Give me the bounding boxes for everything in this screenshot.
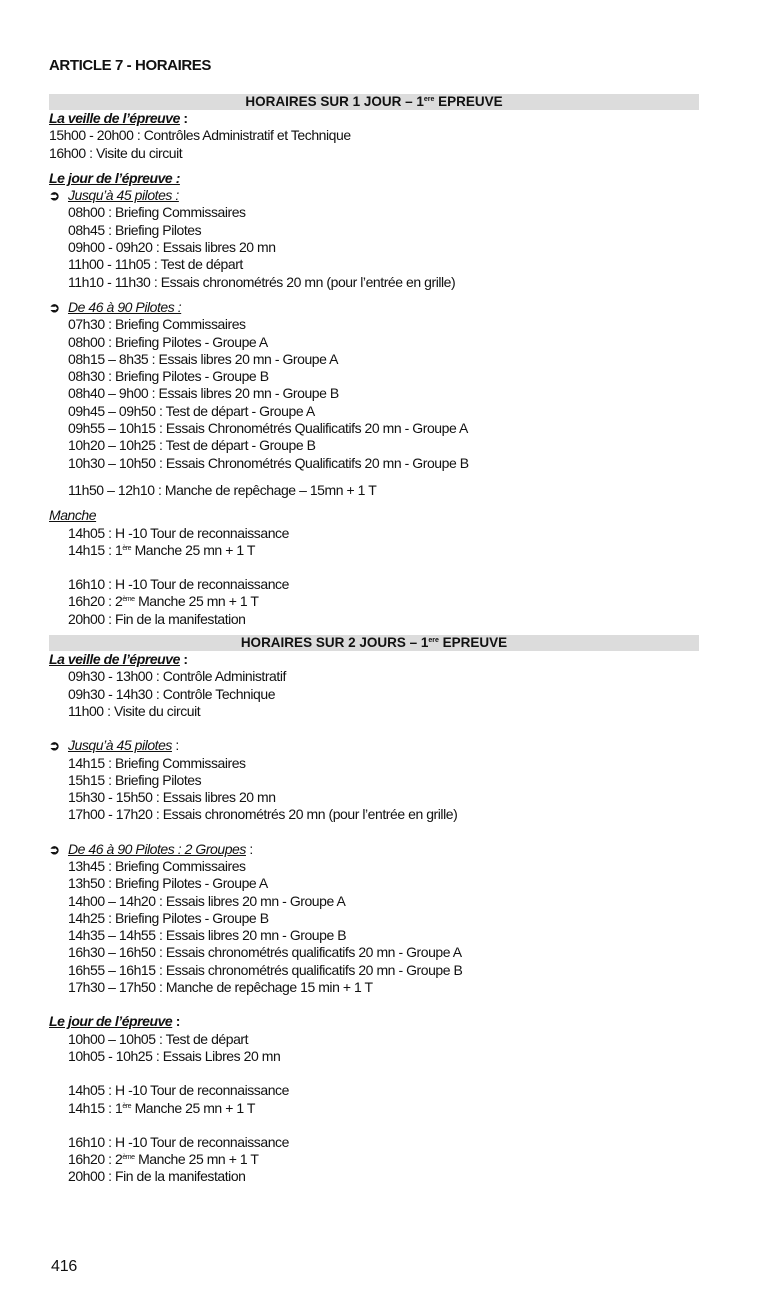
schedule-line: 10h05 - 10h25 : Essais Libres 20 mn xyxy=(68,1047,281,1064)
group-heading: ➲ De 46 à 90 Pilotes : 2 Groupes : xyxy=(49,840,253,857)
schedule-line: 08h40 – 9h00 : Essais libres 20 mn - Groupe B xyxy=(68,385,339,402)
schedule-line: 09h30 - 13h00 : Contrôle Administratif xyxy=(68,668,286,685)
schedule-line: 16h20 : 2ème Manche 25 mn + 1 T xyxy=(68,593,259,610)
schedule-line: 10h00 – 10h05 : Test de départ xyxy=(68,1030,249,1047)
schedule-line: 07h30 : Briefing Commissaires xyxy=(68,316,246,333)
schedule-line: 16h10 : H -10 Tour de reconnaissance xyxy=(68,1133,289,1150)
schedule-line: 09h30 - 14h30 : Contrôle Technique xyxy=(68,685,276,702)
schedule-line: 11h50 – 12h10 : Manche de repêchage – 15mn + 1 T xyxy=(68,481,377,498)
right-arrow-icon: ➲ xyxy=(49,738,60,754)
schedule-line: 13h50 : Briefing Pilotes - Groupe A xyxy=(68,875,268,892)
schedule-line: 16h30 – 16h50 : Essais chronométrés qualificatifs 20 mn - Groupe A xyxy=(68,944,462,961)
schedule-line: 16h55 – 16h15 : Essais chronométrés qualificatifs 20 mn - Groupe B xyxy=(68,961,463,978)
schedule-line: 20h00 : Fin de la manifestation xyxy=(68,1168,246,1185)
schedule-line: 17h00 - 17h20 : Essais chronométrés 20 mn (pour l’entrée en grille) xyxy=(68,806,458,823)
schedule-line: 08h00 : Briefing Pilotes - Groupe A xyxy=(68,333,268,350)
schedule-line: 16h10 : H -10 Tour de reconnaissance xyxy=(68,576,289,593)
veille-heading: La veille de l’épreuve : xyxy=(49,651,188,668)
schedule-line: 08h30 : Briefing Pilotes - Groupe B xyxy=(68,368,269,385)
schedule-line: 13h45 : Briefing Commissaires xyxy=(68,857,246,874)
jour-heading: Le jour de l’épreuve : xyxy=(49,169,180,186)
schedule-line: 16h20 : 2ème Manche 25 mn + 1 T xyxy=(68,1151,259,1168)
schedule-line: 15h30 - 15h50 : Essais libres 20 mn xyxy=(68,789,276,806)
schedule-line: 11h00 - 11h05 : Test de départ xyxy=(68,256,243,273)
manche-heading: Manche xyxy=(49,507,97,524)
group-heading: ➲ De 46 à 90 Pilotes : xyxy=(49,298,182,315)
schedule-line: 08h00 : Briefing Commissaires xyxy=(68,204,246,221)
veille-heading: La veille de l’épreuve : xyxy=(49,110,188,126)
schedule-line: 10h30 – 10h50 : Essais Chronométrés Qualificatifs 20 mn - Groupe B xyxy=(68,454,469,471)
group-heading: ➲ Jusqu’à 45 pilotes : xyxy=(49,187,179,204)
schedule-line: 14h35 – 14h55 : Essais libres 20 mn - Groupe B xyxy=(68,927,347,944)
schedule-line: 08h45 : Briefing Pilotes xyxy=(68,221,202,238)
schedule-line: 14h25 : Briefing Pilotes - Groupe B xyxy=(68,909,269,926)
document-page xyxy=(49,56,701,1186)
article-title: ARTICLE 7 - HORAIRES xyxy=(49,57,212,74)
schedule-line: 15h15 : Briefing Pilotes xyxy=(68,771,202,788)
schedule-line: 17h30 – 17h50 : Manche de repêchage 15 min + 1 T xyxy=(68,979,373,996)
schedule-line: 11h10 - 11h30 : Essais chronométrés 20 mn (pour l’entrée en grille) xyxy=(68,273,456,290)
section-band-1-jour: HORAIRES SUR 1 JOUR – 1ere EPREUVE xyxy=(49,94,699,110)
schedule-line: 20h00 : Fin de la manifestation xyxy=(68,610,246,627)
schedule-line: 09h45 – 09h50 : Test de départ - Groupe A xyxy=(68,402,315,419)
section-band-2-jours: HORAIRES SUR 2 JOURS – 1ere EPREUVE xyxy=(49,635,699,651)
page-number: 416 xyxy=(51,1258,78,1275)
schedule-line: 14h05 : H -10 Tour de reconnaissance xyxy=(68,1082,289,1099)
schedule-line: 08h15 – 8h35 : Essais libres 20 mn - Groupe A xyxy=(68,350,339,367)
right-arrow-icon: ➲ xyxy=(49,299,60,315)
schedule-line: 14h05 : H -10 Tour de reconnaissance xyxy=(68,524,289,541)
right-arrow-icon: ➲ xyxy=(49,188,60,204)
schedule-line: 14h00 – 14h20 : Essais libres 20 mn - Groupe A xyxy=(68,892,346,909)
schedule-line: 14h15 : Briefing Commissaires xyxy=(68,754,246,771)
right-arrow-icon: ➲ xyxy=(49,841,60,857)
schedule-line: 15h00 - 20h00 : Contrôles Administratif et Technique xyxy=(49,127,351,144)
schedule-line: 16h00 : Visite du circuit xyxy=(49,144,183,161)
jour-heading: Le jour de l’épreuve : xyxy=(49,1013,180,1030)
schedule-line: 14h15 : 1ère Manche 25 mn + 1 T xyxy=(68,541,256,558)
schedule-line: 11h00 : Visite du circuit xyxy=(68,702,201,719)
schedule-line: 09h00 - 09h20 : Essais libres 20 mn xyxy=(68,239,276,256)
group-heading: ➲ Jusqu’à 45 pilotes : xyxy=(49,737,179,754)
schedule-line: 09h55 – 10h15 : Essais Chronométrés Qualificatifs 20 mn - Groupe A xyxy=(68,420,468,437)
schedule-line: 14h15 : 1ère Manche 25 mn + 1 T xyxy=(68,1099,256,1116)
schedule-line: 10h20 – 10h25 : Test de départ - Groupe B xyxy=(68,437,316,454)
